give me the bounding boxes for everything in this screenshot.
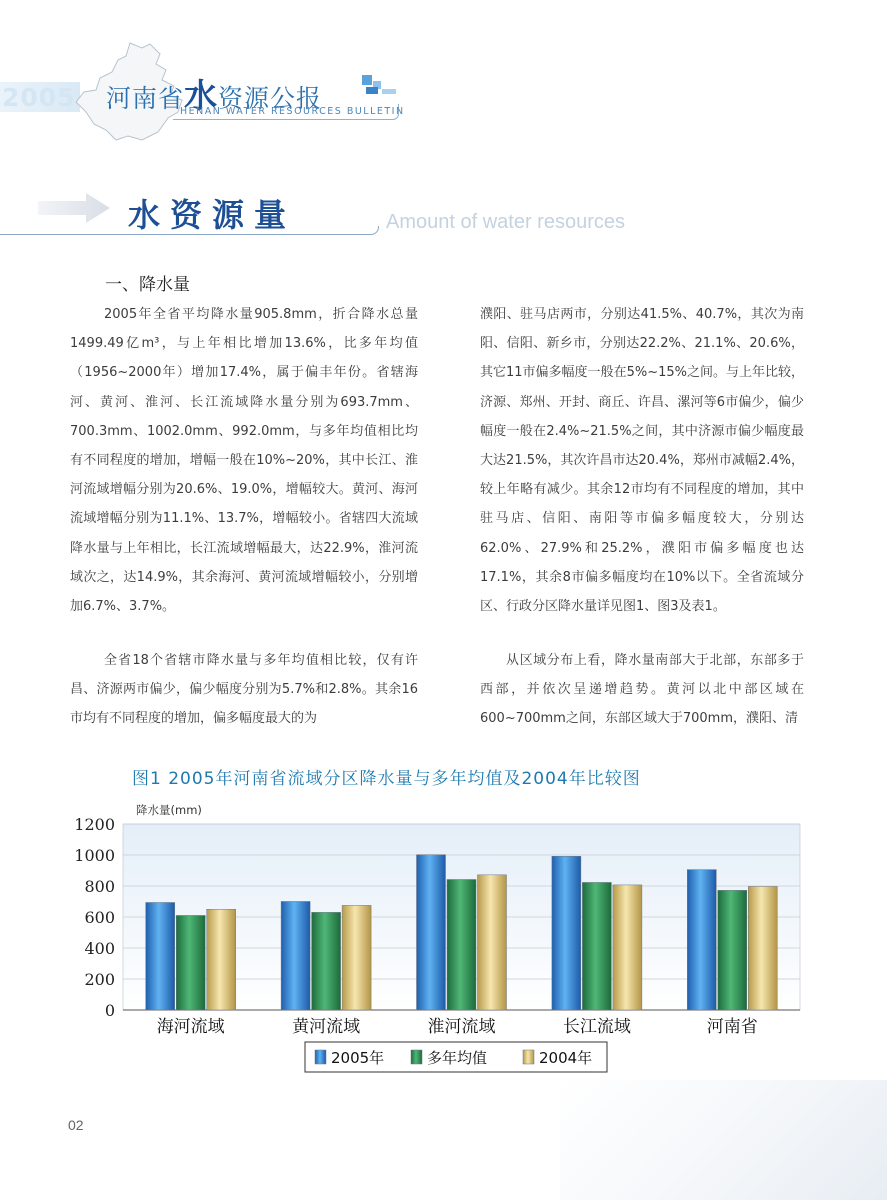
x-tick-label: 海河流域 bbox=[156, 1017, 225, 1037]
figure-title: 图1 2005年河南省流域分区降水量与多年均值及2004年比较图 bbox=[132, 769, 641, 789]
bar bbox=[478, 875, 507, 1010]
legend-label: 2004年 bbox=[539, 1049, 593, 1067]
header-year: 2005 bbox=[2, 83, 76, 112]
bulletin-title-part2: 资源公报 bbox=[218, 84, 323, 113]
bar bbox=[207, 909, 236, 1010]
bulletin-subtitle: HENAN WATER RESOURCES BULLETIN bbox=[180, 106, 405, 117]
bar bbox=[342, 905, 371, 1010]
y-tick-label: 1200 bbox=[74, 815, 115, 834]
subsection-heading: 一、降水量 bbox=[105, 275, 190, 295]
y-axis-label: 降水量(mm) bbox=[136, 803, 202, 817]
y-tick-label: 600 bbox=[84, 908, 115, 927]
x-tick-label: 长江流域 bbox=[562, 1017, 631, 1037]
bar bbox=[582, 882, 611, 1010]
bar bbox=[146, 902, 175, 1010]
bar bbox=[748, 886, 777, 1010]
left-paragraph-1: 2005年全省平均降水量905.8mm，折合降水总量1499.49亿m³，与上年相比增加13.6%，比多年均值（1956~2000年）增加17.4%，属于偏丰年份。省辖海河、黄河、淮河、长江流域降水量分别为693.7mm、700.3mm、1002.0mm、992.0mm，与多年均值相比均有不同程度的增加，增幅一般在10%~20%，其中长江、淮河流域增幅分别为20.6%、19.0%，增幅较大。黄河、海河流域增幅分别为11.1%、13.7%，增幅较小。省辖四大流域降水量与上年相比，长江流域增幅最大，达22.9%，淮河流域次之，达14.9%，其余海河、黄河流域增幅较小，分别增加6.7%、3.7%。 bbox=[70, 307, 418, 615]
bar bbox=[613, 885, 642, 1010]
legend-swatch bbox=[523, 1050, 534, 1064]
y-tick-label: 200 bbox=[84, 970, 115, 989]
left-paragraph-2: 全省18个省辖市降水量与多年均值相比较，仅有许昌、济源两市偏少，偏少幅度分别为5.7%和2.8%。其余16市均有不同程度的增加，偏多幅度最大的为 bbox=[70, 653, 418, 727]
section-title-en: Amount of water resources bbox=[386, 211, 625, 233]
arrow-right-icon bbox=[38, 193, 118, 223]
bar bbox=[687, 870, 716, 1010]
bulletin-title-part1: 河南省 bbox=[106, 84, 185, 113]
x-tick-label: 淮河流域 bbox=[427, 1017, 496, 1037]
y-tick-label: 400 bbox=[84, 939, 115, 958]
block-icon-c bbox=[366, 87, 378, 94]
y-tick-label: 0 bbox=[104, 1001, 115, 1020]
bar bbox=[552, 856, 581, 1010]
rainfall-bar-chart bbox=[0, 790, 887, 1090]
legend-label: 2005年 bbox=[331, 1049, 385, 1067]
corner-decoration bbox=[560, 1080, 887, 1200]
bulletin-title-water-glyph: 水 bbox=[184, 76, 219, 115]
bar bbox=[281, 901, 310, 1010]
x-tick-label: 河南省 bbox=[706, 1017, 758, 1037]
legend-label: 多年均值 bbox=[427, 1049, 488, 1067]
block-icon-d bbox=[382, 89, 396, 94]
section-title: 水资源量 bbox=[128, 196, 297, 234]
x-tick-label: 黄河流域 bbox=[292, 1017, 361, 1037]
bar bbox=[718, 890, 747, 1010]
right-paragraph-2: 从区域分布上看，降水量南部大于北部，东部多于西部，并依次呈递增趋势。黄河以北中部区域在600~700mm之间，东部区域大于700mm，濮阳、清 bbox=[480, 653, 804, 727]
y-tick-label: 800 bbox=[84, 877, 115, 896]
legend-swatch bbox=[411, 1050, 422, 1064]
y-tick-label: 1000 bbox=[74, 846, 115, 865]
bar bbox=[417, 855, 446, 1010]
legend-swatch bbox=[315, 1050, 326, 1064]
bar bbox=[312, 912, 341, 1010]
section-underline bbox=[0, 226, 379, 235]
bar bbox=[447, 879, 476, 1010]
bar bbox=[176, 915, 205, 1010]
bulletin-header bbox=[0, 0, 887, 150]
right-paragraph-1: 濮阳、驻马店两市，分别达41.5%、40.7%，其次为南阳、信阳、新乡市，分别达22.2%、21.1%、20.6%，其它11市偏多幅度一般在5%~15%之间。与上年比较，济源、郑州、开封、商丘、许昌、漯河等6市偏少，偏少幅度一般在2.4%~21.5%之间，其中济源市偏少幅度最大达21.5%，其次许昌市达20.4%，郑州市减幅2.4%，较上年略有减少。其余12市均有不同程度的增加，其中驻马店、信阳、南阳等市偏多幅度较大，分别达62.0%、27.9%和25.2%，濮阳市偏多幅度也达17.1%，其余8市偏多幅度均在10%以下。全省流域分区、行政分区降水量详见图1、图3及表1。 bbox=[480, 307, 804, 615]
page-number: 02 bbox=[68, 1117, 84, 1133]
block-icon-a bbox=[362, 75, 372, 85]
